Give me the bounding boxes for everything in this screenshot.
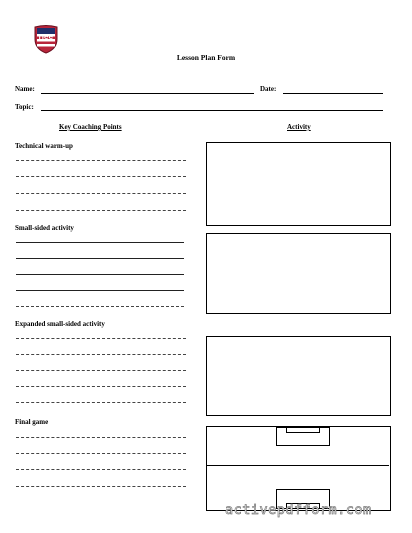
coaching-point-line[interactable] [16,469,186,470]
top-goal-box [286,427,320,433]
coaching-point-line[interactable] [16,402,186,403]
halfway-line [207,465,389,466]
coaching-point-line[interactable] [16,453,186,454]
activity-box-technical-warm-up[interactable] [206,142,391,226]
page-title: Lesson Plan Form [176,53,236,62]
section-title-small-sided-activity: Small-sided activity [15,224,74,232]
coaching-point-line[interactable] [16,354,186,355]
coaching-point-line[interactable] [16,274,184,275]
key-coaching-points-heading: Key Coaching Points [59,123,122,131]
coaching-point-line[interactable] [16,160,186,161]
activity-box-expanded-small-sided-activity[interactable] [206,336,391,416]
activity-box-small-sided-activity[interactable] [206,233,391,314]
coaching-point-line[interactable] [16,486,186,487]
coaching-point-line[interactable] [16,210,186,211]
logo [33,24,59,54]
coaching-point-line[interactable] [16,338,186,339]
watermark: activepdfform.com [225,502,372,518]
coaching-point-line[interactable] [16,306,184,307]
section-title-technical-warm-up: Technical warm-up [15,142,73,150]
date-label: Date: [260,85,277,93]
date-field[interactable] [283,93,383,94]
section-title-final-game: Final game [15,418,49,426]
coaching-point-line[interactable] [16,258,184,259]
activity-heading: Activity [287,123,311,131]
coaching-point-line[interactable] [16,193,186,194]
coaching-point-line[interactable] [16,386,186,387]
section-title-expanded-small-sided-activity: Expanded small-sided activity [15,320,105,328]
coaching-point-line[interactable] [16,176,186,177]
svg-text:USS: USS [38,36,54,43]
name-field[interactable] [41,93,254,94]
coaching-point-line[interactable] [16,370,186,371]
topic-field[interactable] [41,110,383,111]
coaching-point-line[interactable] [16,290,184,291]
coaching-point-line[interactable] [16,437,186,438]
activity-box-final-game-pitch[interactable] [206,426,391,511]
topic-label: Topic: [15,103,34,111]
coaching-point-line[interactable] [16,242,184,243]
name-label: Name: [15,85,35,93]
